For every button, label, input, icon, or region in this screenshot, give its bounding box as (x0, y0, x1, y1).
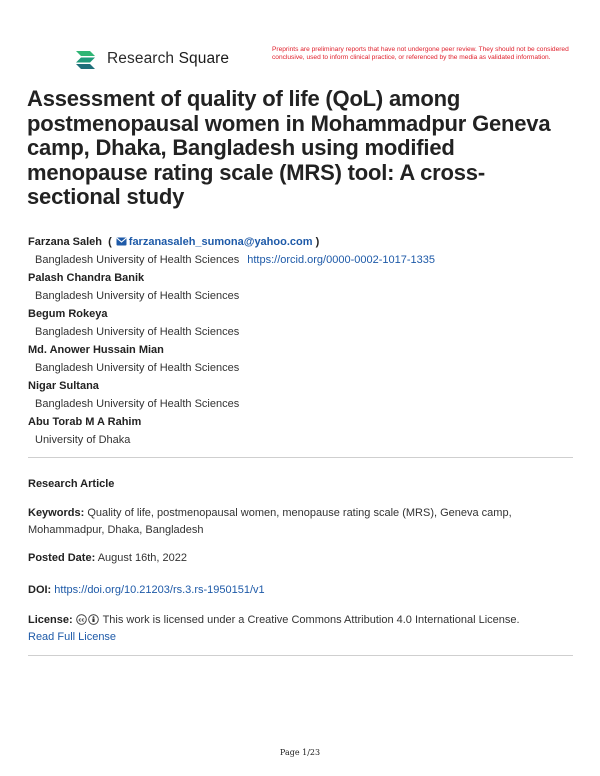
author-name-6: Abu Torab M A Rahim (28, 416, 142, 428)
email-open-paren: ( (105, 236, 112, 248)
author-name-3: Begum Rokeya (28, 308, 108, 320)
orcid-link[interactable]: https://orcid.org/0000-0002-1017-1335 (247, 254, 435, 266)
author-affiliation-5: Bangladesh University of Health Sciences (35, 398, 240, 410)
author-name-4: Md. Anower Hussain Mian (28, 344, 164, 356)
author-email-link[interactable]: farzanasaleh_sumona@yahoo.com (128, 236, 313, 248)
creative-commons-icon (76, 614, 87, 625)
paper-title: Assessment of quality of life (QoL) among postmenopausal women in Mohammadpur Geneva camp, Dhaka, Bangladesh using modified menopause rating scale (MRS) tool: A cross-sectional study (27, 86, 551, 209)
keywords-field (28, 505, 573, 539)
logo-word-research: Research (107, 50, 175, 67)
logo-word-square: Square (178, 50, 230, 67)
author-name-1 (28, 233, 578, 251)
author-list (28, 233, 578, 449)
author-affiliation-4: Bangladesh University of Health Sciences (35, 362, 240, 374)
keywords-text: Quality of life, postmenopausal women, menopause rating scale (MRS), Geneva camp, Mohammadpur, Dhaka, Bangladesh (28, 507, 512, 536)
keywords-label: Keywords: (28, 507, 85, 519)
author-name-text: Farzana Saleh (28, 236, 102, 248)
svg-text:cc: cc (78, 617, 85, 624)
author-name-2: Palash Chandra Banik (28, 272, 145, 284)
attribution-icon (88, 614, 99, 625)
posted-date-value: August 16th, 2022 (97, 552, 187, 564)
envelope-icon (116, 237, 127, 246)
read-full-license-link[interactable]: Read Full License (28, 631, 117, 643)
logo-wordmark (107, 50, 229, 68)
license-text: This work is licensed under a Creative Commons Attribution 4.0 International License. (102, 614, 520, 626)
author-name-5: Nigar Sultana (28, 380, 99, 392)
posted-date-field (28, 550, 573, 567)
research-square-logo[interactable] (74, 48, 229, 70)
license-label: License: (28, 614, 73, 626)
section-divider-bottom (28, 655, 573, 656)
posted-date-label: Posted Date: (28, 552, 96, 564)
affiliation-text: Bangladesh University of Health Sciences (35, 254, 240, 266)
email-close-paren: ) (312, 236, 320, 248)
author-affiliation-1 (28, 251, 578, 269)
doi-link[interactable]: https://doi.org/10.21203/rs.3.rs-1950151/v1 (54, 584, 265, 596)
article-type-text: Research Article (28, 478, 115, 490)
section-divider-top (28, 457, 573, 458)
author-affiliation-2: Bangladesh University of Health Sciences (35, 290, 240, 302)
author-affiliation-3: Bangladesh University of Health Sciences (35, 326, 240, 338)
doi-label: DOI: (28, 584, 52, 596)
author-affiliation-6: University of Dhaka (35, 434, 131, 446)
page-number: Page 1/23 (279, 748, 321, 757)
license-field (28, 612, 573, 646)
doi-field (28, 582, 573, 599)
article-type (28, 476, 573, 493)
preprint-disclaimer: Preprints are preliminary reports that have not undergone peer review. They should not be considered conclusive, used to inform clinical practice, or referenced by the media as validated information. (272, 46, 569, 62)
research-square-logo-icon (74, 48, 100, 70)
